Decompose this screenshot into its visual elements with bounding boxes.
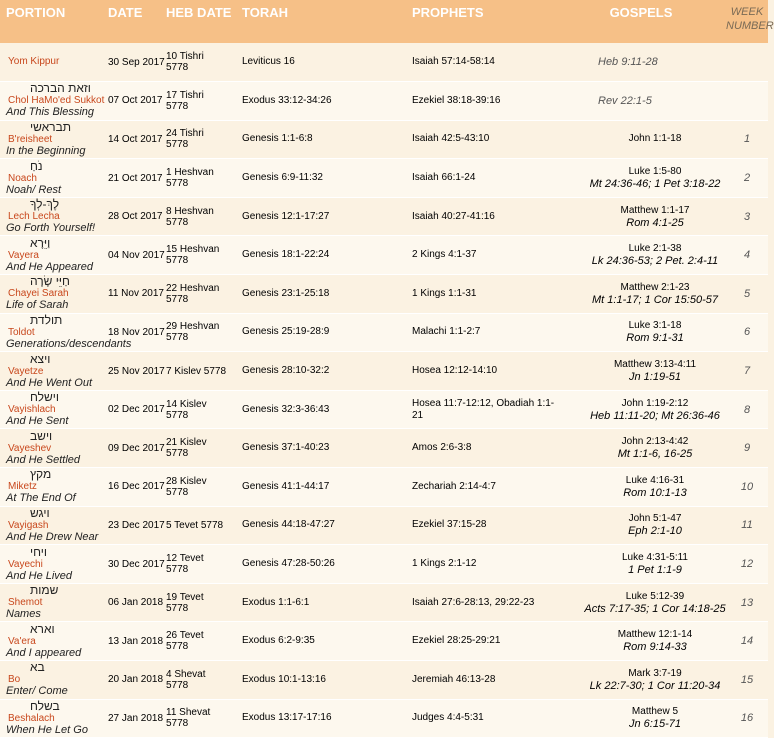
portion-transliteration: Miketz [8,481,37,493]
portion-english: And He Sent [6,415,69,428]
prophets-cell: Hosea 12:12-14:10 [412,365,498,377]
hebrew-date-cell: 11 Shevat 5778 [166,707,211,730]
torah-cell: Exodus 33:12-34:26 [242,94,332,106]
torah-cell: Genesis 37:1-40:23 [242,442,330,454]
portion-transliteration: Chol HaMo'ed Sukkot [8,95,105,107]
hebrew-date-cell: 4 Shevat 5778 [166,668,206,691]
hebrew-date-cell: 7 Kislev 5778 [166,365,227,377]
gospels-cell [584,275,726,314]
torah-cell: Genesis 18:1-22:24 [242,249,330,261]
date-cell: 20 Jan 2018 [108,674,164,686]
table-row [0,43,768,82]
table-row [0,82,768,121]
portion-hebrew: בשלח [30,698,60,713]
portion-english: And He Drew Near [6,530,99,543]
table-row [0,120,768,159]
torah-cell: Genesis 1:1-6:8 [242,133,313,145]
gospel-primary: Matthew 2:1-23 [620,281,690,293]
gospels-cell [584,545,726,584]
gospels-cell [584,159,726,198]
gospel-secondary: Heb 11:11-20; Mt 26:36-46 [590,409,720,422]
gospel-secondary: Rom 4:1-25 [626,216,684,229]
portion-english: And He Lived [6,569,73,582]
hebrew-date-cell: 10 Tishri 5778 [166,51,204,74]
gospel-secondary: Mt 24:36-46; 1 Pet 3:18-22 [589,178,721,191]
date-cell: 25 Nov 2017 [108,365,165,377]
portion-transliteration: Vayetze [8,365,44,377]
hebrew-date-cell: 29 Heshvan 5778 [166,321,220,344]
gospel-primary: Matthew 1:1-17 [620,204,690,216]
header-date: DATE [108,0,166,43]
date-cell: 23 Dec 2017 [108,519,165,531]
gospel-secondary: Jn 6:15-71 [629,718,681,731]
table-row [0,275,768,314]
gospels-cell [584,622,726,661]
prophets-cell: Isaiah 42:5-43:10 [412,133,490,145]
portion-hebrew: ויצא [30,351,51,366]
portion-hebrew: וישב [30,428,53,443]
portion-transliteration: Shemot [8,597,43,609]
prophets-cell: Jeremiah 46:13-28 [412,673,496,685]
portion-cell [0,236,108,275]
gospel-primary: Rev 22:1-5 [598,94,652,107]
portion-cell [0,120,108,159]
hebrew-date-cell: 14 Kislev 5778 [166,398,207,421]
hebrew-date-cell: 17 Tishri 5778 [166,89,204,112]
hebrew-date-cell: 15 Heshvan 5778 [166,244,220,267]
portion-transliteration: Vayechi [8,558,43,570]
table-row [0,699,768,738]
table-row [0,661,768,700]
portion-hebrew: ויגש [30,505,50,520]
portion-transliteration: Lech Lecha [8,211,60,223]
hebrew-date-cell: 5 Tevet 5778 [166,519,224,531]
portion-hebrew: תולדת [30,312,63,327]
table-row [0,429,768,468]
torah-cell: Genesis 23:1-25:18 [242,287,330,299]
week-number-cell: 6 [743,326,751,339]
portion-cell [0,82,108,121]
week-number-cell: 2 [743,172,751,185]
hebrew-date-cell: 22 Heshvan 5778 [166,282,220,305]
portion-cell [0,197,108,236]
portion-cell [0,429,108,468]
portion-transliteration: Yom Kippur [8,56,60,68]
gospel-primary: Matthew 3:13-4:11 [613,359,697,371]
gospel-primary: Luke 3:1-18 [628,320,682,332]
gospels-cell [584,506,726,545]
gospel-primary: John 2:13-4:42 [621,436,689,448]
portion-english: Life of Sarah [6,299,69,312]
week-number-cell: 5 [743,287,751,300]
portion-transliteration: Noach [8,172,37,184]
hebrew-date-cell: 12 Tevet 5778 [166,553,204,576]
table-row [0,506,768,545]
gospel-primary: Luke 5:12-39 [625,590,685,602]
date-cell: 09 Dec 2017 [108,442,165,454]
portion-transliteration: Va'era [8,635,36,647]
gospel-primary: Mark 3:7-19 [628,667,682,679]
portion-english: And He Went Out [6,376,93,389]
prophets-cell: Isaiah 27:6-28:13, 29:22-23 [412,596,535,608]
date-cell: 30 Dec 2017 [108,558,165,570]
portion-hebrew: שמות [30,583,59,598]
hebrew-date-cell: 24 Tishri 5778 [166,128,204,151]
prophets-cell: Hosea 11:7-12:12, Obadiah 1:1-21 [412,397,555,421]
gospel-secondary: Jn 1:19-51 [629,371,681,384]
date-cell: 11 Nov 2017 [108,288,164,300]
gospels-cell [584,661,726,700]
week-number-cell: 14 [740,635,754,648]
date-cell: 21 Oct 2017 [108,172,163,184]
header-week-number: WEEK NUMBER [726,0,768,43]
gospels-cell [584,468,726,507]
prophets-cell: Amos 2:6-3:8 [412,442,472,454]
portion-transliteration: Beshalach [8,712,55,724]
date-cell: 18 Nov 2017 [108,326,165,338]
gospel-secondary: Eph 2:1-10 [628,525,682,538]
gospels-cell [584,82,726,121]
gospel-primary: Luke 1:5-80 [628,166,682,178]
gospel-secondary: Acts 7:17-35; 1 Cor 14:18-25 [584,602,726,615]
portion-transliteration: Toldot [8,326,35,338]
hebrew-date-cell: 8 Heshvan 5778 [166,205,214,228]
gospel-secondary: Lk 22:7-30; 1 Cor 11:20-34 [589,679,721,692]
portion-english: At The End Of [6,492,76,505]
gospel-primary: John 1:1-18 [628,133,682,145]
week-number-cell: 7 [743,365,751,378]
gospels-cell [584,313,726,352]
date-cell: 27 Jan 2018 [108,712,164,724]
prophets-cell: Zechariah 2:14-4:7 [412,480,496,492]
portion-hebrew: נֹחַ [30,158,43,173]
portion-cell [0,699,108,738]
portion-cell [0,468,108,507]
header-heb-date: HEB DATE [166,0,242,43]
table-row [0,197,768,236]
gospels-cell [584,583,726,622]
week-number-cell: 1 [743,133,751,146]
week-number-cell: 3 [743,210,751,223]
gospel-secondary: Mt 1:1-6, 16-25 [617,448,693,461]
portion-cell [0,43,108,82]
portion-transliteration: Vayera [8,249,39,261]
table-row [0,622,768,661]
table-row [0,236,768,275]
prophets-cell: Malachi 1:1-2:7 [412,326,481,338]
header-portion: PORTION [0,0,108,43]
portion-hebrew: מקץ [30,467,52,482]
prophets-cell: Isaiah 57:14-58:14 [412,56,495,68]
portion-cell [0,545,108,584]
portion-hebrew: וזאת הברכה [30,81,91,96]
prophets-cell: 2 Kings 4:1-37 [412,249,477,261]
portion-hebrew: וַיֵּרָא [30,235,51,250]
torah-cell: Exodus 13:17-17:16 [242,712,332,724]
week-number-cell: 15 [740,673,754,686]
gospels-cell [584,699,726,738]
prophets-cell: Ezekiel 37:15-28 [412,519,487,531]
table-row [0,583,768,622]
header-prophets: PROPHETS [412,0,584,43]
week-number-cell: 8 [743,403,751,416]
gospel-primary: Luke 4:31-5:11 [622,552,688,564]
gospel-secondary: Mt 1:1-17; 1 Cor 15:50-57 [592,293,718,306]
table-row [0,545,768,584]
gospel-primary: Heb 9:11-28 [598,56,658,69]
gospel-secondary: Lk 24:36-53; 2 Pet. 2:4-11 [591,255,719,268]
portion-cell [0,352,108,391]
portion-english: And I appeared [6,646,82,659]
week-number-cell [726,43,768,82]
portion-cell [0,159,108,198]
portion-hebrew: ויחי [30,544,48,559]
portion-cell [0,390,108,429]
gospel-primary: John 5:1-47 [628,513,682,525]
hebrew-date-cell: 1 Heshvan 5778 [166,167,214,190]
header-row [0,0,768,43]
portion-transliteration: Vayigash [8,519,49,531]
header-torah: TORAH [242,0,412,43]
gospel-secondary: Rom 9:14-33 [623,641,687,654]
portion-english: And He Settled [6,453,80,466]
torah-cell: Leviticus 16 [242,56,295,68]
prophets-cell: Ezekiel 28:25-29:21 [412,635,501,647]
portion-english: And This Blessing [6,106,95,119]
gospel-primary: Matthew 12:1-14 [617,629,693,641]
portion-english: Enter/ Come [6,685,68,698]
date-cell: 16 Dec 2017 [108,481,165,493]
header-gospels: GOSPELS [584,0,726,43]
date-cell: 02 Dec 2017 [108,404,165,416]
portion-cell [0,583,108,622]
portion-transliteration: Chayei Sarah [8,288,69,300]
gospels-cell [584,120,726,159]
torah-cell: Genesis 32:3-36:43 [242,403,330,415]
prophets-cell: Judges 4:4-5:31 [412,712,484,724]
gospels-cell [584,43,726,82]
gospel-secondary: 1 Pet 1:1-9 [628,564,682,577]
prophets-cell: Ezekiel 38:18-39:16 [412,94,501,106]
prophets-cell: Isaiah 66:1-24 [412,172,476,184]
torah-cell: Genesis 41:1-44:17 [242,480,330,492]
table-row [0,390,768,429]
portion-english: When He Let Go [6,723,88,736]
week-number-cell: 13 [740,596,754,609]
portion-english: Go Forth Yourself! [6,222,96,235]
torah-cell: Genesis 12:1-17:27 [242,210,330,222]
portion-hebrew: בא [30,660,45,675]
portion-english: Names [6,608,41,621]
portion-hebrew: חַיֵּי שָׂרָה [30,274,70,289]
gospels-cell [584,390,726,429]
gospels-cell [584,429,726,468]
hebrew-date-cell: 21 Kislev 5778 [166,437,207,460]
gospel-primary: Luke 2:1-38 [628,243,682,255]
hebrew-date-cell: 28 Kislev 5778 [166,475,207,498]
week-number-cell: 11 [741,519,753,532]
week-number-cell: 9 [743,442,751,455]
gospel-primary: John 1:19-2:12 [621,397,689,409]
table-row [0,468,768,507]
gospels-cell [584,352,726,391]
portion-english: Noah/ Rest [6,183,62,196]
torah-cell: Genesis 47:28-50:26 [242,558,335,570]
torah-cell: Genesis 25:19-28:9 [242,326,330,338]
week-number-cell: 12 [740,558,754,571]
hebrew-date-cell: 26 Tevet 5778 [166,630,204,653]
portion-english: And He Appeared [6,260,94,273]
portion-hebrew: וישלח [30,390,60,405]
date-cell: 13 Jan 2018 [108,635,164,647]
torah-cell: Genesis 28:10-32:2 [242,365,330,377]
portion-transliteration: Vayishlach [8,404,56,416]
portion-transliteration: Vayeshev [8,442,52,454]
torah-cell: Genesis 44:18-47:27 [242,519,335,531]
week-number-cell [726,82,768,121]
portion-cell [0,275,108,314]
torah-cell: Exodus 10:1-13:16 [242,673,326,685]
table-row [0,313,768,352]
hebrew-date-cell: 19 Tevet 5778 [166,591,204,614]
date-cell: 06 Jan 2018 [108,597,164,609]
portion-hebrew: לֶךְ-לְךָ [30,197,60,212]
table-row [0,352,768,391]
portion-cell [0,506,108,545]
torah-cell: Exodus 1:1-6:1 [242,596,310,608]
date-cell: 07 Oct 2017 [108,95,163,107]
portion-cell [0,312,132,352]
gospel-secondary: Rom 10:1-13 [623,486,687,499]
portion-hebrew: וארא [30,621,55,636]
portion-cell [0,622,108,661]
portion-cell [0,661,108,700]
prophets-cell: Isaiah 40:27-41:16 [412,210,495,222]
gospel-primary: Luke 4:16-31 [625,474,685,486]
table-row [0,159,768,198]
gospels-cell [584,236,726,275]
gospels-cell [584,197,726,236]
date-cell: 28 Oct 2017 [108,211,163,223]
week-number-cell: 4 [743,249,751,262]
portion-hebrew: תבראשי [30,119,72,134]
prophets-cell: 1 Kings 1:1-31 [412,287,477,299]
date-cell: 30 Sep 2017 [108,56,165,68]
prophets-cell: 1 Kings 2:1-12 [412,558,477,570]
portion-transliteration: B'reisheet [8,133,53,145]
week-number-cell: 10 [740,480,754,493]
torah-cell: Exodus 6:2-9:35 [242,635,315,647]
gospel-secondary: Rom 9:1-31 [626,332,684,345]
gospel-primary: Matthew 5 [631,706,679,718]
portion-transliteration: Bo [8,674,21,686]
date-cell: 14 Oct 2017 [108,133,163,145]
date-cell: 04 Nov 2017 [108,249,165,261]
portion-english: Generations/descendants [6,337,132,350]
portion-english: In the Beginning [6,144,86,157]
torah-cell: Genesis 6:9-11:32 [242,172,323,184]
week-number-cell: 16 [740,712,754,725]
